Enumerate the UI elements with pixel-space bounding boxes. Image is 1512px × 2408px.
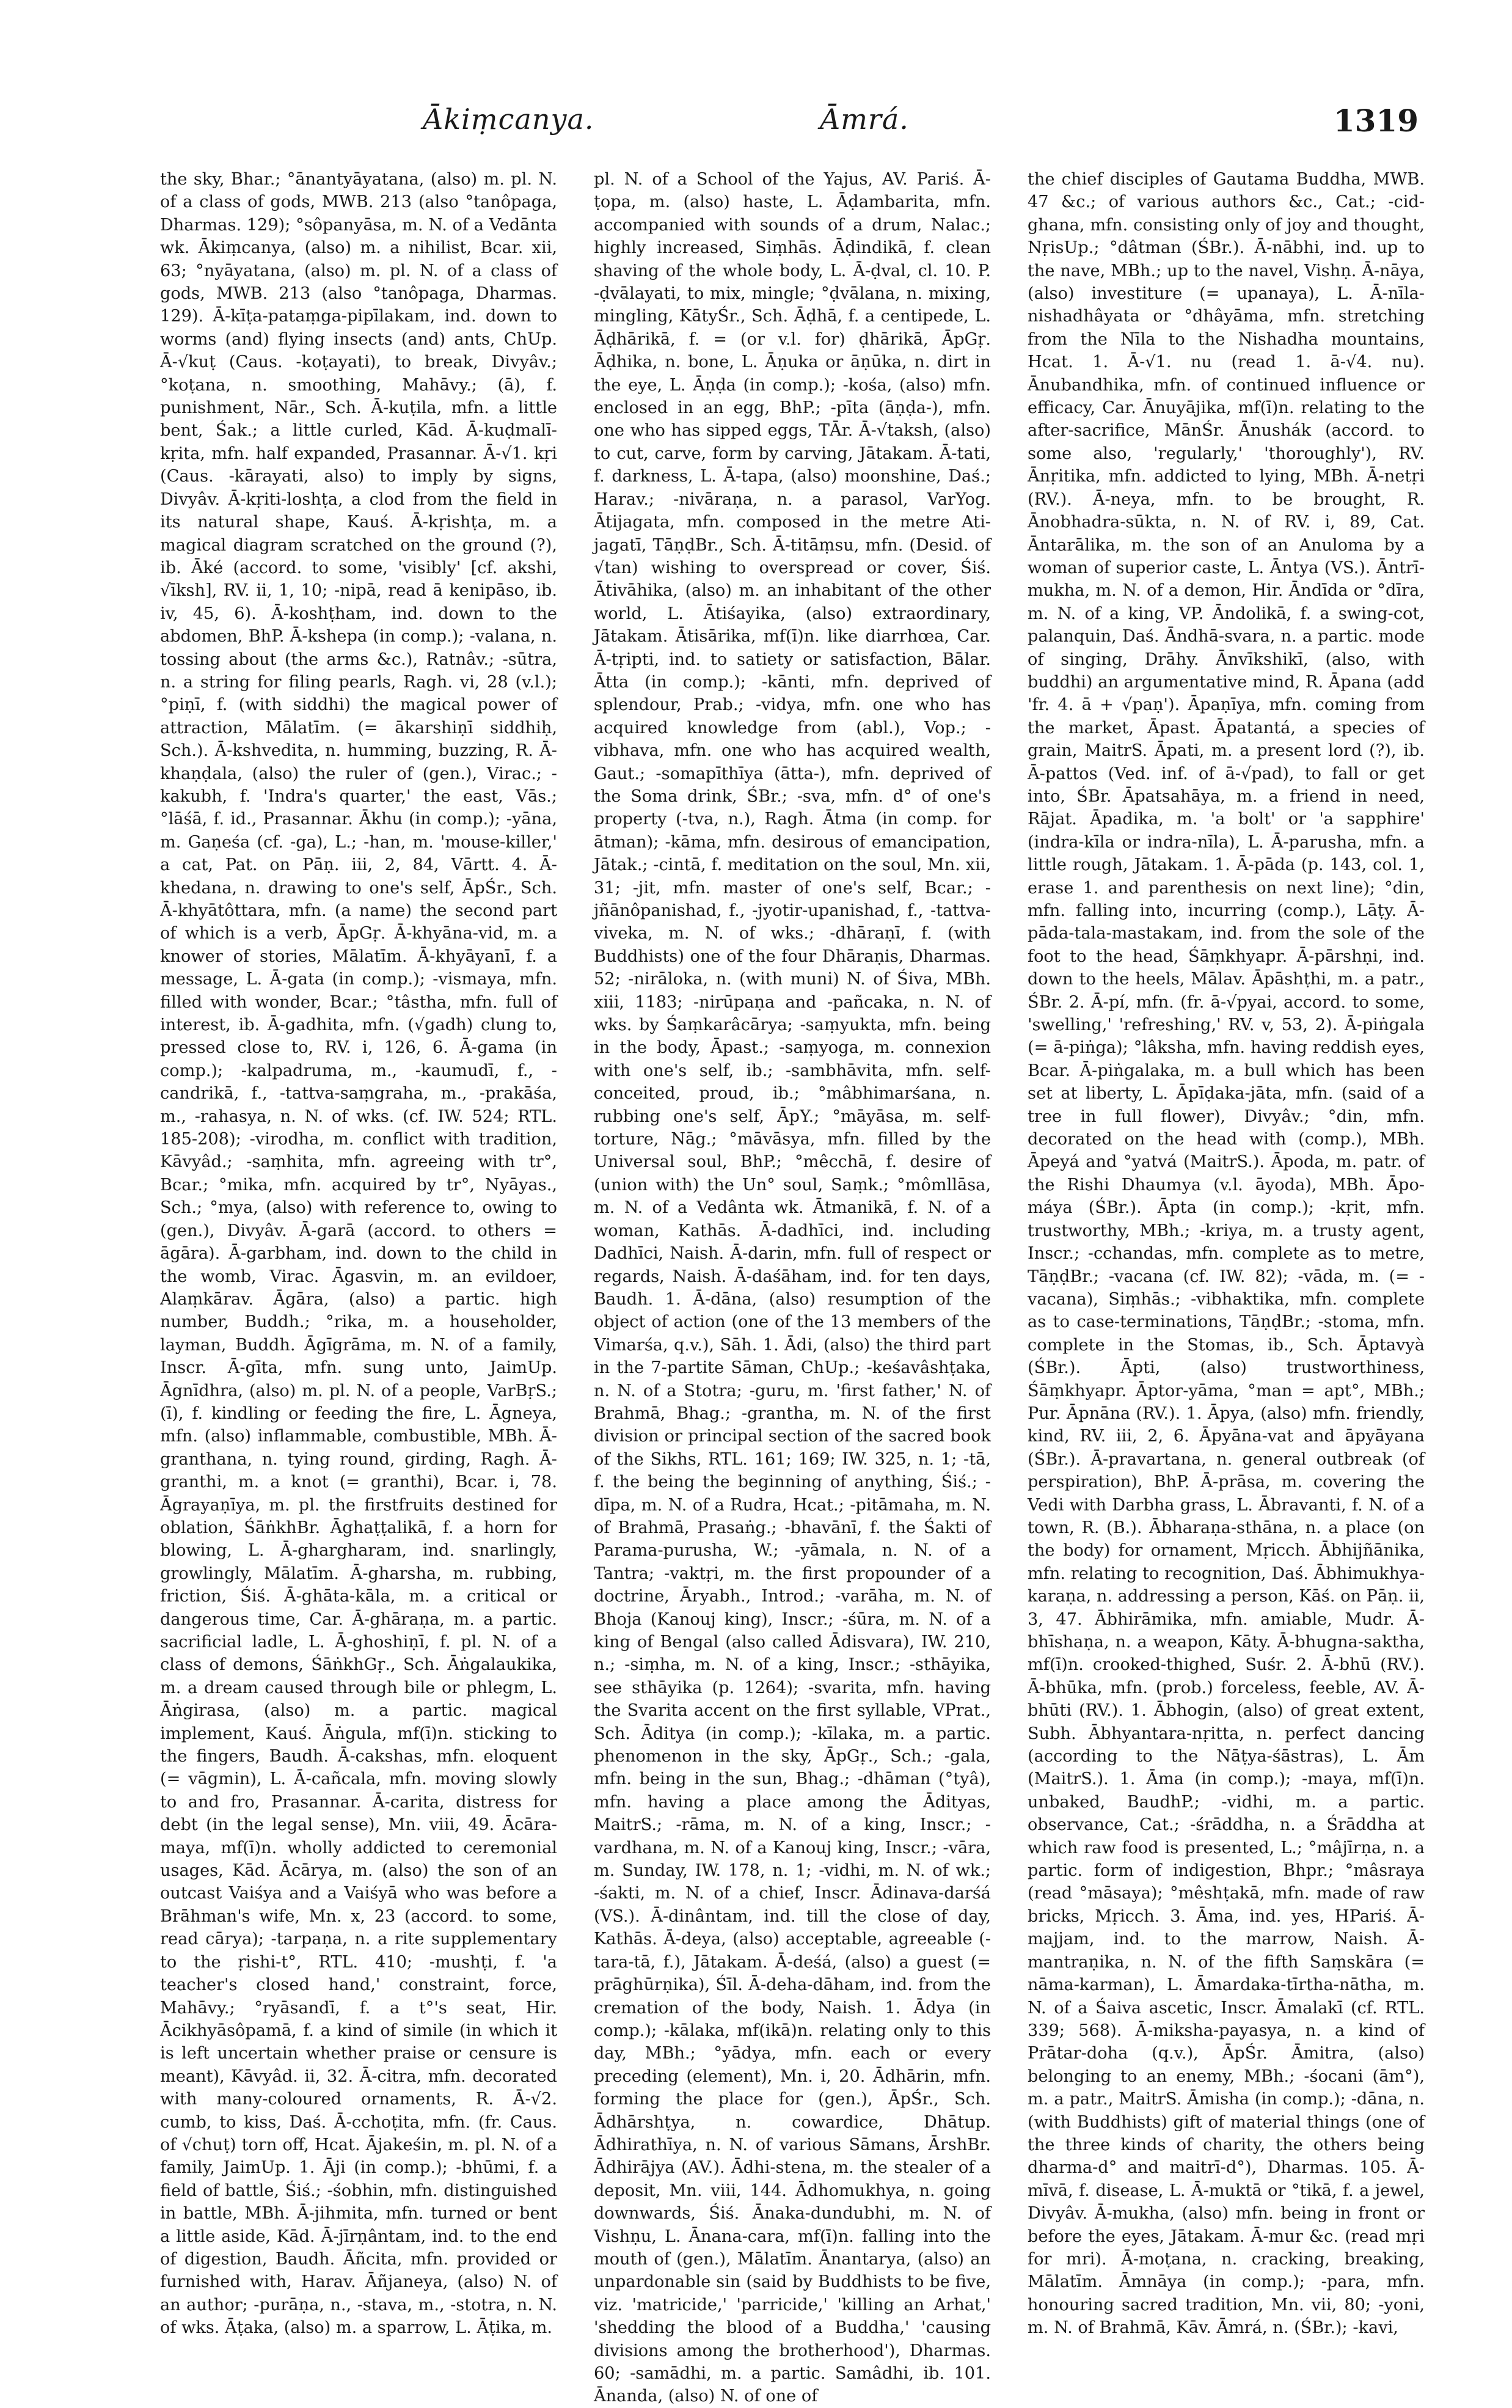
text-columns [160, 168, 1425, 2406]
running-head-center: Āmrá. [820, 103, 909, 136]
column-middle [594, 168, 991, 2406]
column-right [1028, 168, 1425, 2338]
column-text: the chief disciples of Gautama Buddha, MWB. 47 &c.; of various authors &c., Cat.; -cid-ghana, mfn. consisting only of joy and thought, NṛisUp.; °dâtman (ŚBr.). Ā-nābhi, ind. up to the nave, MBh.; up to the navel, Vishṇ. Ā-nāya, (also) investiture (= upanaya), L. Ā-nīla-nishadhâyata or °dhâyāma, mfn. stretching from the Nīla to the Nishadha mountains, Hcat. 1. Ā-√1. nu (read 1. ā-√4. nu). Ānubandhika, mfn. of continued influence or efficacy, Car. Ānuyājika, mf(ī)n. relating to the after-sacrifice, MānŚr. Ānushák (accord. to some also, 'regularly,' 'thoroughly'), RV. Ānṛitika, mfn. addicted to lying, MBh. Ā-netṛi (RV.). Ā-neya, mfn. to be brought, R. Ānobhadra-sūkta, n. N. of RV. i, 89, Cat. Āntarālika, m. the son of an Anuloma by a woman of superior caste, L. Āntya (VS.). Āntrī-mukha, m. N. of a demon, Hir. Āndīda or °dīra, m. N. of a king, VP. Āndolikā, f. a swing-cot, palanquin, Daś. Āndhā-svara, n. a partic. mode of singing, Drāhy. Ānvīkshikī, (also, with buddhi) an argumentative mind, R. Āpana (add 'fr. 4. ā + √paṇ'). Āpaṇīya, mfn. coming from the market, Āpast. Āpatantá, a species of grain, MaitrS. Āpati, m. a present lord (?), ib. Ā-pattos (Ved. inf. of ā-√pad), to fall or get into, ŚBr. Āpatsahāya, m. a friend in need, Rājat. Āpadika, m. 'a bolt' or 'a sapphire' (indra-kīla or indra-nīla), L. Ā-parusha, mfn. a little rough, Jātakam. 1. Ā-pāda (p. 143, col. 1, erase 1. and parenthesis on next line); °din, mfn. falling into, incurring (comp.), Lāṭy. Ā-pāda-tala-mastakam, ind. from the sole of the foot to the head, Śāṃkhyapr. Ā-pārshṇi, ind. down to the heels, Mālav. Āpāshṭhi, m. a patr., ŚBr. 2. Ā-pí, mfn. (fr. ā-√pyai, accord. to some, 'swelling,' 'refreshing,' RV. v, 53, 2). Ā-piṅgala (= ā-piṅga); °lâksha, mfn. having reddish eyes, Bcar. Ā-piṅgalaka, m. a bull which has been set at liberty, L. Āpīḍaka-jāta, mfn. (said of a tree in full flower), Divyâv.; °din, mfn. decorated on the head with (comp.), MBh. Āpeyá and °yatvá (MaitrS.). Āpoda, m. patr. of the Rishi Dhaumya (v.l. āyoda), MBh. Āpo-máya (ŚBr.). Āpta (in comp.); -kṛit, mfn. trustworthy, MBh.; -kriya, m. a trusty agent, Inscr.; -cchandas, mfn. complete as to metre, TāṇḍBr.; -vacana (cf. IW. 82); -vāda, m. (= -vacana), Siṃhās.; -vibhaktika, mfn. complete as to case-terminations, TāṇḍBr.; -stoma, mfn. complete in the Stomas, ib., Sch. Āptavyà (ŚBr.). Āpti, (also) trustworthiness, Śāṃkhyapr. Āptor-yāma, °man = apt°, MBh.; Pur. Āpnāna (RV.). 1. Āpya, (also) mfn. friendly, kind, RV. iii, 2, 6. Āpyāna-vat and āpyāyana (ŚBr.). Ā-pravartana, n. general outbreak (of perspiration), BhP. Ā-prāsa, m. covering the Vedi with Darbha grass, L. Ābravanti, f. N. of a town, R. (B.). Ābharaṇa-sthāna, n. a place (on the body) for ornament, Mṛicch. Ābhijñānika, mfn. relating to recognition, Daś. Ābhimukhya-karaṇa, n. addressing a person, Kāś. on Pāṇ. ii, 3, 47. Ābhirāmika, mfn. amiable, Mudr. Ā-bhīshaṇa, n. a weapon, Kāty. Ā-bhugna-saktha, mf(ī)n. crooked-thighed, Suśr. 2. Ā-bhū (RV.). Ā-bhūka, mfn. (prob.) forceless, feeble, AV. Ā-bhūti (RV.). 1. Ābhogin, (also) of great extent, Subh. Ābhyantara-nṛitta, n. perfect dancing (according to the Nāṭya-śāstras), L. Ām (MaitrS.). 1. Āma (in comp.); -maya, mf(ī)n. unbaked, BaudhP.; -vidhi, m. a partic. observance, Cat.; -śrāddha, n. a Śrāddha at which raw food is presented, L.; °mâjīrṇa, n. a partic. form of indigestion, Bhpr.; °mâsraya (read °māsaya); °mêshṭakā, mfn. made of raw bricks, Mṛicch. 3. Āma, ind. yes, HPariś. Ā-majjam, ind. to the marrow, Naish. Ā-mantraṇika, n. N. of the fifth Saṃskāra (= nāma-karman), L. Āmardaka-tīrtha-nātha, m. N. of a Śaiva ascetic, Inscr. Āmalakī (cf. RTL. 339; 568). Ā-miksha-payasya, n. a kind of Prātar-doha (q.v.), ĀpŚr. Āmitra, (also) belonging to an enemy, MBh.; -śocani (ām°), m. a patr., MaitrS. Āmisha (in comp.); -dāna, n. (with Buddhists) gift of material things (one of the three kinds of charity, the others being dharma-d° and maitrī-d°), Dharmas. 105. Ā-mīvā, f. disease, L. Ā-muktā or °tikā, f. a jewel, Divyâv. Ā-mukha, (also) mfn. being in front or before the eyes, Jātakam. Ā-mur &c. (read mṛi for mri). Ā-moṭana, n. cracking, breaking, Mālatīm. Āmnāya (in comp.); -para, mfn. honouring sacred tradition, Mn. vii, 80; -yoni, m. N. of Brahmā, Kāv. Āmrá, n. (ŚBr.); -kavi, [1028, 170, 1425, 2338]
page-header [160, 103, 1419, 152]
column-left [160, 168, 557, 2338]
column-text: the sky, Bhar.; °ānantyāyatana, (also) m. pl. N. of a class of gods, MWB. 213 (also °tanôpaga, Dharmas. 129); °sôpanyāsa, m. N. of a Vedānta wk. Ākiṃcanya, (also) m. a nihilist, Bcar. xii, 63; °nyāyatana, (also) m. pl. N. of a class of gods, MWB. 213 (also °tanôpaga, Dharmas. 129). Ā-kīṭa-pataṃga-pipīlakam, ind. down to worms (and) flying insects (and) ants, ChUp. Ā-√kuṭ (Caus. -koṭayati), to break, Divyâv.; °koṭana, n. smoothing, Mahāvy.; (ā), f. punishment, Nār., Sch. Ā-kuṭila, mfn. a little bent, Śak.; a little curled, Kād. Ā-kuḍmalī-kṛita, mfn. half expanded, Prasannar. Ā-√1. kṛi (Caus. -kārayati, also) to imply by signs, Divyâv. Ā-kṛiti-loshṭa, a clod from the field in its natural shape, Kauś. Ā-kṛishṭa, m. a magical diagram scratched on the ground (?), ib. Āké (accord. to some, 'visibly' [cf. akshi, √īksh], RV. ii, 1, 10; -nipā, read ā kenipāso, ib. iv, 45, 6). Ā-koshṭham, ind. down to the abdomen, BhP. Ā-kshepa (in comp.); -valana, n. tossing about (the arms &c.), Ratnâv.; -sūtra, n. a string for filing pearls, Ragh. vi, 28 (v.l.); °piṇī, f. (with siddhi) the magical power of attraction, Mālatīm. (= ākarshiṇī siddhiḥ, Sch.). Ā-kshvedita, n. humming, buzzing, R. Ā-khaṇḍala, (also) the ruler of (gen.), Virac.; -kakubh, f. 'Indra's quarter,' the east, Vās.; °lāśā, f. id., Prasannar. Ākhu (in comp.); -yāna, m. Gaṇeśa (cf. -ga), L.; -han, m. 'mouse-killer,' a cat, Pat. on Pāṇ. iii, 2, 84, Vārtt. 4. Ā-khedana, n. drawing to one's self, ĀpŚr., Sch. Ā-khyātôttara, mfn. (a name) the second part of which is a verb, ĀpGṛ. Ā-khyāna-vid, m. a knower of stories, Mālatīm. Ā-khyāyanī, f. a message, L. Ā-gata (in comp.); -vismaya, mfn. filled with wonder, Bcar.; °tâstha, mfn. full of interest, ib. Ā-gadhita, mfn. (√gadh) clung to, pressed close to, RV. i, 126, 6. Ā-gama (in comp.); -kalpadruma, m., -kaumudī, f., -candrikā, f., -tattva-saṃgraha, m., -prakāśa, m., -rahasya, n. N. of wks. (cf. IW. 524; RTL. 185-208); -virodha, m. conflict with tradition, Kāvyâd.; -saṃhita, mfn. agreeing with tr°, Bcar.; °mika, mfn. acquired by tr°, Nyāyas., Sch.; °mya, (also) with reference to, owing to (gen.), Divyâv. Ā-garā (accord. to others = āgāra). Ā-garbham, ind. down to the child in the womb, Virac. Āgasvin, m. an evildoer, Alaṃkārav. Āgāra, (also) a partic. high number, Buddh.; °rika, m. a householder, layman, Buddh. Āgīgrāma, m. N. of a family, Inscr. Ā-gīta, mfn. sung unto, JaimUp. Āgnīdhra, (also) m. pl. N. of a people, VarBṛS.; (ī), f. kindling or feeding the fire, L. Āgneya, mfn. (also) inflammable, combustible, MBh. Ā-granthana, n. tying round, girding, Ragh. Ā-granthi, m. a knot (= granthi), Bcar. i, 78. Āgrayaṇīya, m. pl. the firstfruits destined for oblation, ŚāṅkhBr. Āghaṭṭalikā, f. a horn for blowing, L. Ā-ghargharam, ind. snarlingly, growlingly, Mālatīm. Ā-gharsha, m. rubbing, friction, Śiś. Ā-ghāta-kāla, m. a critical or dangerous time, Car. Ā-ghāraṇa, m. a partic. sacrificial ladle, L. Ā-ghoshiṇī, f. pl. N. of a class of demons, ŚāṅkhGṛ., Sch. Āṅgalaukika, m. a dream caused through bile or phlegm, L. Āṅgirasa, (also) m. a partic. magical implement, Kauś. Āṅgula, mf(ī)n. sticking to the fingers, Baudh. Ā-cakshas, mfn. eloquent (= vāgmin), L. Ā-cañcala, mfn. moving slowly to and fro, Prasannar. Ā-carita, distress for debt (in the legal sense), Mn. viii, 49. Ācāra-maya, mf(ī)n. wholly addicted to ceremonial usages, Kād. Ācārya, m. (also) the son of an outcast Vaiśya and a Vaiśyā who was before a Brāhman's wife, Mn. x, 23 (accord. to some, read cārya); -tarpaṇa, n. a rite supplementary to the ṛishi-t°, RTL. 410; -mushṭi, f. 'a teacher's closed hand,' constraint, force, Mahāvy.; °ryāsandī, f. a t°'s seat, Hir. Ācikhyāsôpamā, f. a kind of simile (in which it is left uncertain whether praise or censure is meant), Kāvyâd. ii, 32. Ā-citra, mfn. decorated with many-coloured ornaments, R. Ā-√2. cumb, to kiss, Daś. Ā-cchoṭita, mfn. (fr. Caus. of √chuṭ) torn off, Hcat. Ājakeśin, m. pl. N. of a family, JaimUp. 1. Āji (in comp.); -bhūmi, f. a field of battle, Śiś.; -śobhin, mfn. distinguished in battle, MBh. Ā-jihmita, mfn. turned or bent a little aside, Kād. Ā-jīrṇântam, ind. to the end of digestion, Baudh. Āñcita, mfn. provided or furnished with, Harav. Āñjaneya, (also) N. of an author; -purāṇa, n., -stava, m., -stotra, n. N. of wks. Āṭaka, (also) m. a sparrow, L. Āṭika, m. [160, 170, 557, 2338]
column-text: pl. N. of a School of the Yajus, AV. Pariś. Ā-ṭopa, m. (also) haste, L. Āḍambarita, mfn. accompanied with sounds of a drum, Nalac.; highly increased, Siṃhās. Āḍindikā, f. clean shaving of the whole body, L. Ā-ḍval, cl. 10. P. -ḍvālayati, to mix, mingle; °ḍvālana, n. mixing, mingling, KātyŚr., Sch. Āḍhā, f. a centipede, L. Āḍhārikā, f. = (or v.l. for) ḍhārikā, ĀpGṛ. Āḍhika, n. bone, L. Āṇuka or āṇūka, n. dirt in the eye, L. Āṇḍa (in comp.); -kośa, (also) mfn. enclosed in an egg, BhP.; -pīta (āṇḍa-), mfn. one who has sipped eggs, TĀr. Ā-√taksh, (also) to cut, carve, form by carving, Jātakam. Ā-tati, f. darkness, L. Ā-tapa, (also) moonshine, Daś.; Harav.; -nivāraṇa, n. a parasol, VarYog. Ātijagata, mfn. composed in the metre Ati-jagatī, TāṇḍBr., Sch. Ā-titāṃsu, mfn. (Desid. of √tan) wishing to overspread or cover, Śiś. Ātivāhika, (also) m. an inhabitant of the other world, L. Ātiśayika, (also) extraordinary, Jātakam. Ātisārika, mf(ī)n. like diarrhœa, Car. Ā-tṛipti, ind. to satiety or satisfaction, Bālar. Ātta (in comp.); -kānti, mfn. deprived of splendour, Prab.; -vidya, mfn. one who has acquired knowledge from (abl.), Vop.; -vibhava, mfn. one who has acquired wealth, Gaut.; -somapīthīya (ātta-), mfn. deprived of the Soma drink, ŚBr.; -sva, mfn. d° of one's property (-tva, n.), Ragh. Ātma (in comp. for ātman); -kāma, mfn. desirous of emancipation, Jātak.; -cintā, f. meditation on the soul, Mn. xii, 31; -jit, mfn. master of one's self, Bcar.; -jñānôpanishad, f., -jyotir-upanishad, f., -tattva-viveka, m. N. of wks.; -dhāraṇī, f. (with Buddhists) one of the four Dhāraṇis, Dharmas. 52; -nirāloka, n. (with muni) N. of Śiva, MBh. xiii, 1183; -nirūpaṇa and -pañcaka, n. N. of wks. by Śaṃkarâcārya; -saṃyukta, mfn. being in the body, Āpast.; -saṃyoga, m. connexion with one's self, ib.; -sambhāvita, mfn. self-conceited, proud, ib.; °mâbhimarśana, n. rubbing one's self, ĀpY.; °māyāsa, m. self-torture, Nāg.; °māvāsya, mfn. filled by the Universal soul, BhP.; °mêcchā, f. desire of (union with) the Un° soul, Saṃk.; °mômllāsa, m. N. of a Vedânta wk. Ātmanikā, f. N. of a woman, Kathās. Ā-dadhīci, ind. including Dadhīci, Naish. Ā-darin, mfn. full of respect or regards, Naish. Ā-daśāham, ind. for ten days, Baudh. 1. Ā-dāna, (also) resumption of the object of action (one of the 13 members of the Vimarśa, q.v.), Sāh. 1. Ādi, (also) the third part in the 7-partite Sāman, ChUp.; -keśavâshṭaka, n. N. of a Stotra; -guru, m. 'first father,' N. of Brahmā, Bhag.; -grantha, m. N. of the first division or principal section of the sacred book of the Sikhs, RTL. 161; 169; IW. 325, n. 1; -tā, f. the being the beginning of anything, Śiś.; -dīpa, m. N. of a Rudra, Hcat.; -pitāmaha, m. N. of Brahmā, Prasaṅg.; -bhavānī, f. the Śakti of Parama-purusha, W.; -yāmala, n. N. of a Tantra; -vaktṛi, m. the first propounder of a doctrine, Āryabh., Introd.; -varāha, m. N. of Bhoja (Kanouj king), Inscr.; -śūra, m. N. of a king of Bengal (also called Ādisvara), IW. 210, n.; -siṃha, m. N. of a king, Inscr.; -sthāyika, see sthāyika (p. 1264); -svarita, mfn. having the Svarita accent on the first syllable, VPrat., Sch. Āditya (in comp.); -kīlaka, m. a partic. phenomenon in the sky, ĀpGṛ., Sch.; -gala, mfn. being in the sun, Bhag.; -dhāman (°tyâ), mfn. having a place among the Ādityas, MaitrS.; -rāma, m. N. of a king, Inscr.; -vardhana, m. N. of a Kanouj king, Inscr.; -vāra, m. Sunday, IW. 178, n. 1; -vidhi, m. N. of wk.; -śakti, m. N. of a chief, Inscr. Ādinava-darśá (VS.). Ā-dinântam, ind. till the close of day, Kathās. Ā-deya, (also) acceptable, agreeable (-tara-tā, f.), Jātakam. Ā-deśá, (also) a guest (= prāghūrṇika), Śīl. Ā-deha-dāham, ind. from the cremation of the body, Naish. 1. Ādya (in comp.); -kālaka, mf(ikā)n. relating only to this day, MBh.; °yādya, mfn. each or every preceding (element), Mn. i, 20. Ādhārin, mfn. forming the place for (gen.), ĀpŚr., Sch. Ādhārshṭya, n. cowardice, Dhātup. Ādhirathīya, n. N. of various Sāmans, ĀrshBr. Ādhirājya (AV.). Ādhi-stena, m. the stealer of a deposit, Mn. viii, 144. Ādhomukhya, n. going downwards, Śiś. Ānaka-dundubhi, m. N. of Vishṇu, L. Ānana-cara, mf(ī)n. falling into the mouth of (gen.), Mālatīm. Ānantarya, (also) an unpardonable sin (said by Buddhists to be five, viz. 'matricide,' 'parricide,' 'killing an Arhat,' 'shedding the blood of a Buddha,' 'causing divisions among the brotherhood'), Dharmas. 60; -samādhi, m. a partic. Samâdhi, ib. 101. Ānanda, (also) N. of one of [594, 170, 991, 2406]
running-head-left: Ākiṃcanya. [423, 103, 594, 136]
page-number: 1319 [1333, 103, 1419, 139]
